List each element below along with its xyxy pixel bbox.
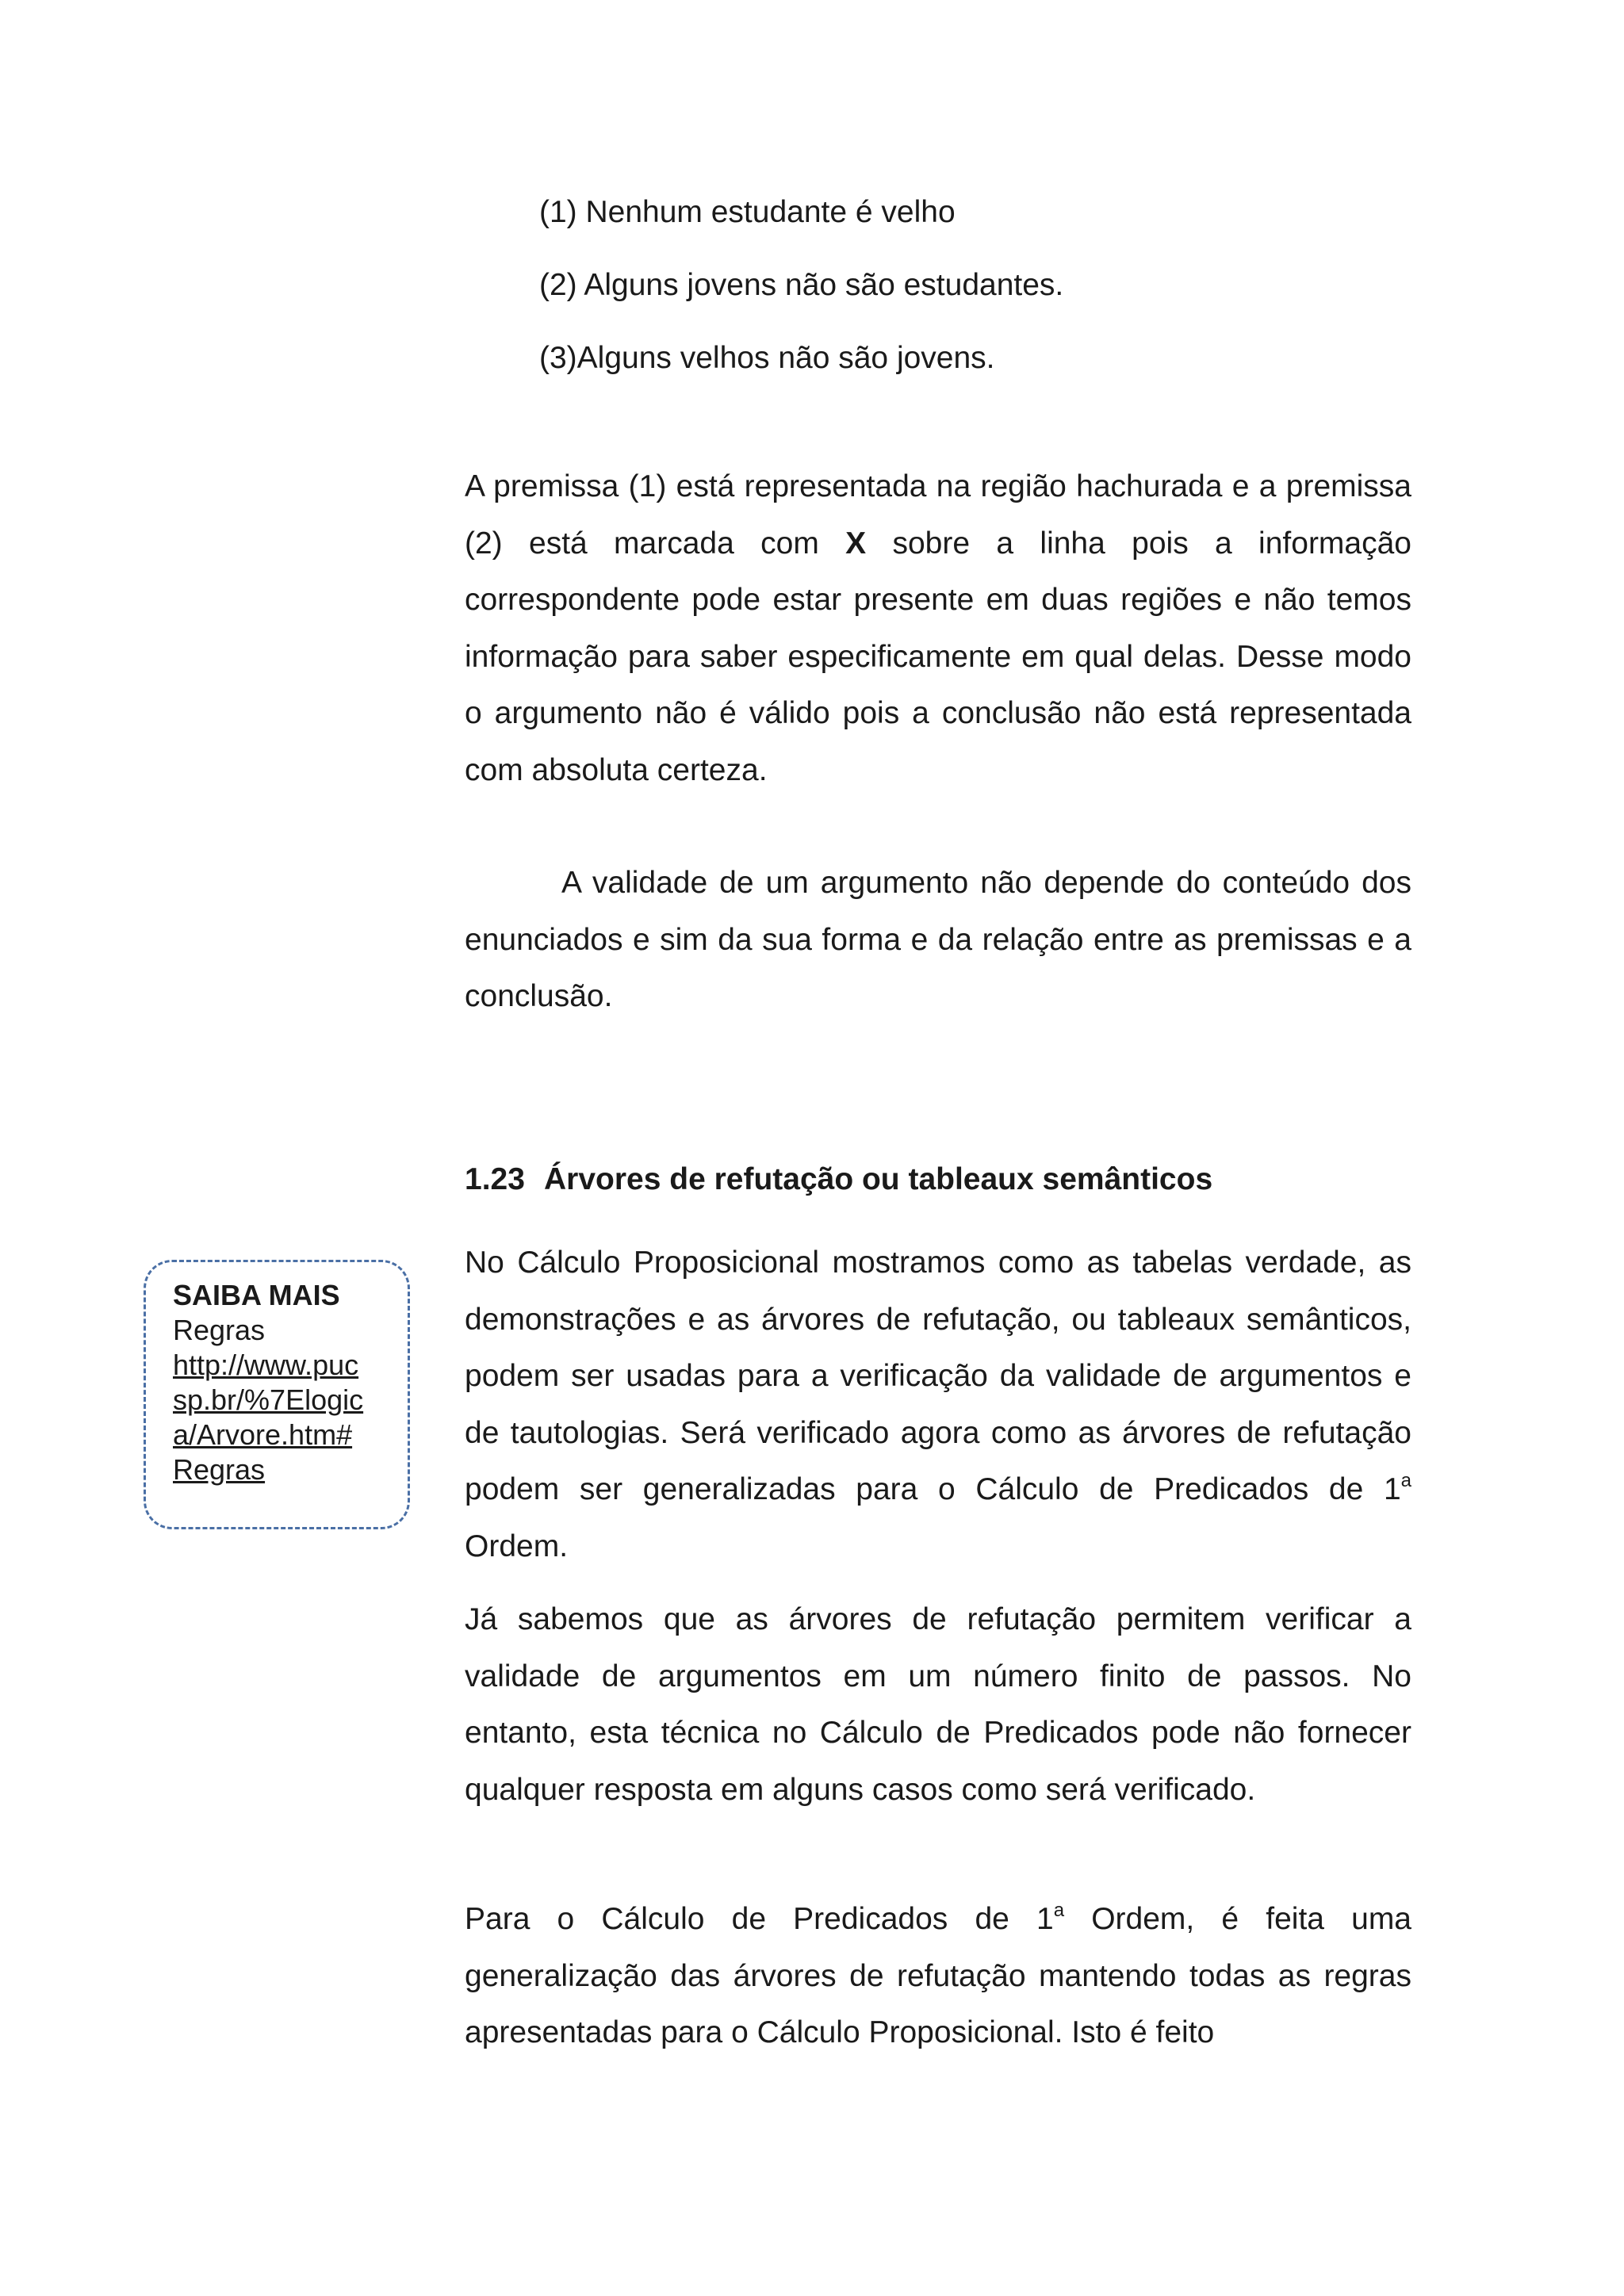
paragraph-5-text-b: Ordem, é feita uma generalização das árvores de refutação mantendo todas as regras apresentadas para o Cálculo Proposicional. Isto é feito (465, 1902, 1411, 2049)
section-heading (465, 1162, 1212, 1197)
saiba-mais-content (173, 1278, 363, 1487)
paragraph-2-text: A validade de um argumento não depende do conteúdo dos enunciados e sim da sua forma e da relação entre as premissas e a conclusão. (465, 866, 1411, 1013)
paragraph-premise-explanation (465, 458, 1411, 798)
section-title: Árvores de refutação ou tableaux semânticos (544, 1162, 1213, 1196)
section-number: 1.23 (465, 1162, 525, 1196)
paragraph-1-text-b: sobre a linha pois a informação correspondente pode estar presente em duas regiões e não temos informação para saber especificamente em qual delas. Desse modo o argumento não é válido pois a conclusão não está representada com absoluta certeza. (465, 526, 1411, 787)
paragraph-3-text: No Cálculo Proposicional mostramos como as tabelas verdade, as demonstrações e as árvores de refutação, ou tableaux semânticos, podem ser usadas para a verificação da validade de argumentos e de tautologias. Será verificado agora como as árvores de refutação podem ser generalizadas para o Cálculo de Predicados de 1 (465, 1246, 1411, 1506)
saiba-mais-link-line-1[interactable]: http://www.puc (173, 1349, 359, 1381)
premise-3: (3)Alguns velhos não são jovens. (539, 341, 995, 375)
paragraph-5-text-a: Para o Cálculo de Predicados de 1 (465, 1902, 1054, 1936)
paragraph-refutation-trees (465, 1591, 1411, 1818)
paragraph-validity (465, 855, 1411, 1025)
premise-1: (1) Nenhum estudante é velho (539, 195, 956, 229)
paragraph-3-superscript: a (1400, 1470, 1411, 1491)
saiba-mais-link-line-2[interactable]: sp.br/%7Elogic (173, 1383, 364, 1416)
paragraph-propositional-calculus (465, 1234, 1411, 1575)
saiba-mais-link-line-3[interactable]: a/Arvore.htm# (173, 1418, 353, 1451)
paragraph-1-text-a: A premissa (1) está representada na região hachurada e a premissa (2) está marcada com (465, 469, 1411, 561)
saiba-mais-link-line-4[interactable]: Regras (173, 1453, 266, 1486)
paragraph-generalization (465, 1891, 1411, 2061)
paragraph-1-bold-x: X (845, 526, 867, 561)
paragraph-4-text: Já sabemos que as árvores de refutação permitem verificar a validade de argumentos em um número finito de passos. No entanto, esta técnica no Cálculo de Predicados pode não fornecer qualquer resposta em alguns casos como será verificado. (465, 1602, 1411, 1807)
paragraph-3-tail: Ordem. (465, 1529, 569, 1563)
saiba-mais-title: SAIBA MAIS (173, 1279, 340, 1311)
premise-2: (2) Alguns jovens não são estudantes. (539, 268, 1064, 302)
paragraph-5-superscript: a (1053, 1900, 1065, 1921)
saiba-mais-label: Regras (173, 1314, 266, 1346)
